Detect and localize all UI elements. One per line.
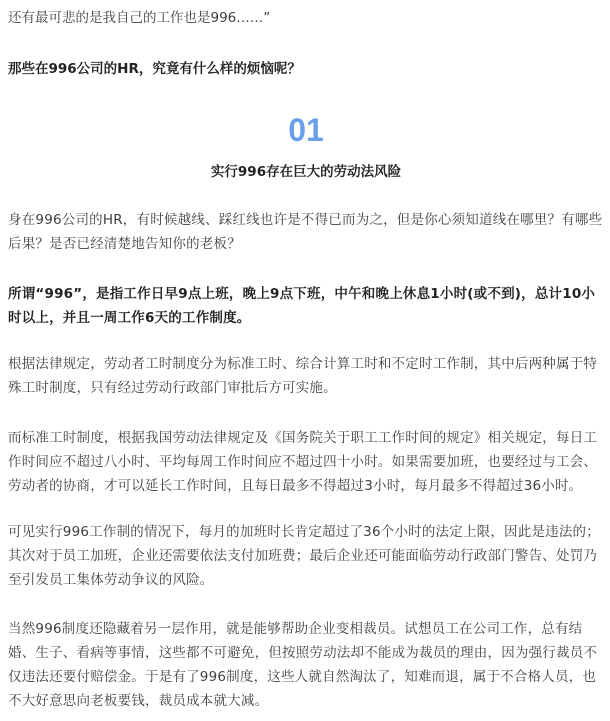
section-number: 01 <box>288 112 324 148</box>
paragraph-hr-risk: 身在996公司的HR，有时候越线、踩红线也许是不得已而为之，但是你心须知道线在哪里？有哪些后果？是否已经清楚地告知你的老板？ <box>8 212 603 252</box>
paragraph-996-definition: 所谓“996”，是指工作日早9点上班，晚上9点下班，中午和晚上休息1小时(或不到)，总计10小时以上，并且一周工作6天的工作制度。 <box>8 286 596 326</box>
intro-question: 那些在996公司的HR，究竟有什么样的烦恼呢？ <box>8 61 301 77</box>
section-title: 实行996存在巨大的劳动法风险 <box>210 164 402 180</box>
paragraph-standard-hours: 而标准工时制度，根据我国劳动法律规定及《国务院关于职工工作时间的规定》相关规定，每日工作时间应不超过八小时、平均每周工作时间应不超过四十小时。如果需要加班，也要经过与工会、劳动者的协商，才可以延长工作时间，且每日最多不得超过3小时，每月最多不得超过36小时。 <box>8 430 598 494</box>
paragraph-illegal-overtime: 可见实行996工作制的情况下，每月的加班时长肯定超过了36个小时的法定上限，因此是违法的；其次对于员工加班，企业还需要依法支付加班费；最后企业还可能面临劳动行政部门警告、处罚乃至引发员工集体劳动争议的风险。 <box>8 524 600 588</box>
intro-quote-line: 还有最可悲的是我自己的工作也是996……” <box>8 10 271 26</box>
paragraph-disguised-layoff: 当然996制度还隐藏着另一层作用，就是能够帮助企业变相裁员。试想员工在公司工作，总有结婚、生子、看病等事情，这些都不可避免，但按照劳动法却不能成为裁员的理由，因为强行裁员不仅违法还要付赔偿金。于是有了996制度，这些人就自然淘汰了，知难而退，属于不合格人员，也不大好意思向老板要钱，裁员成本就大减。 <box>8 621 598 709</box>
paragraph-working-hours-system: 根据法律规定，劳动者工时制度分为标准工时、综合计算工时和不定时工作制，其中后两种属于特殊工时制度，只有经过劳动行政部门审批后方可实施。 <box>8 356 598 396</box>
